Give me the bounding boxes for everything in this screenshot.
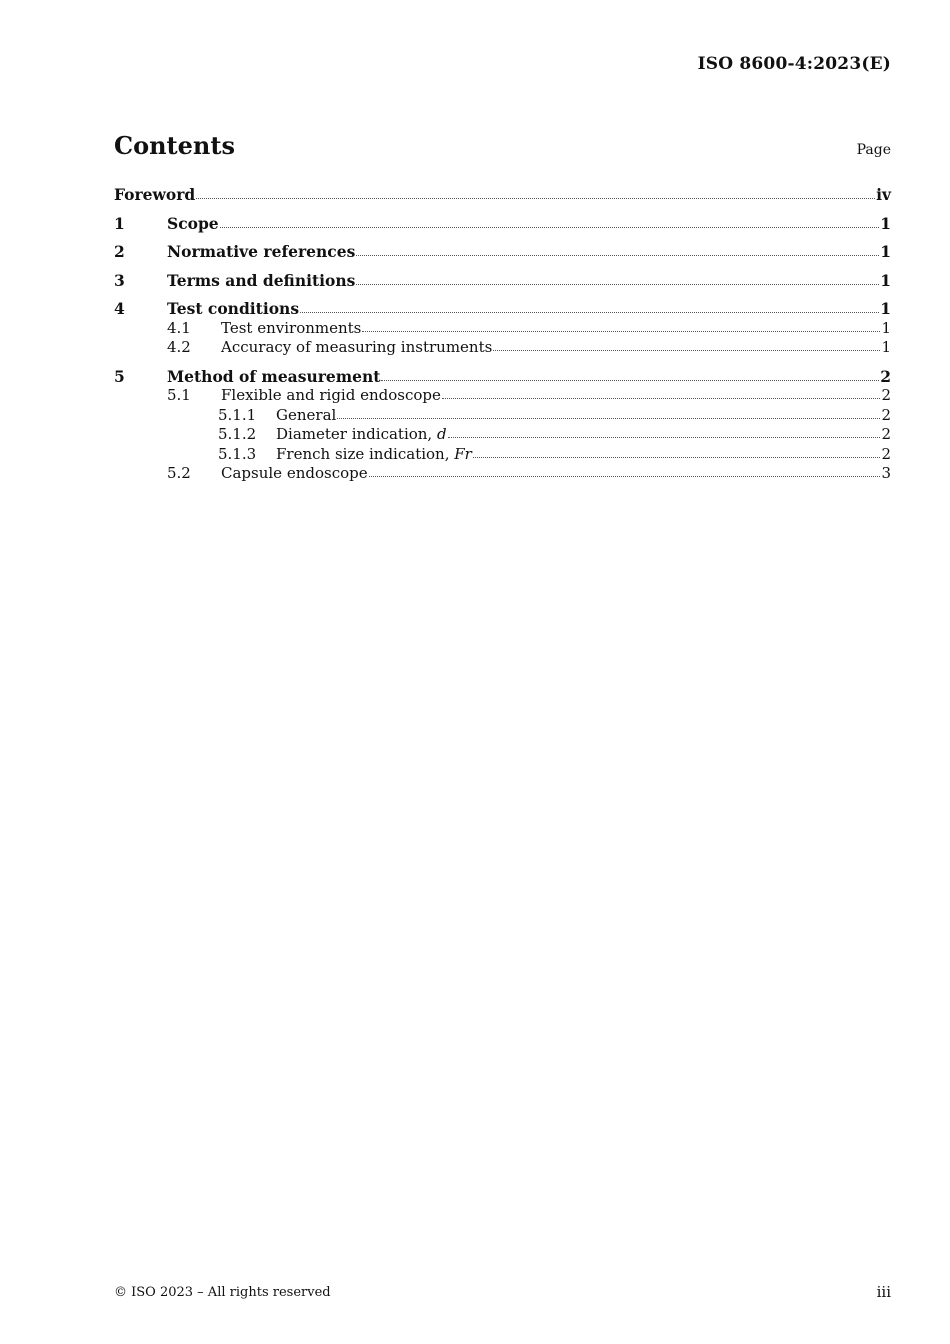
dot-leader (442, 394, 881, 399)
toc-entry-flexible-and-rigid-endoscope[interactable] (114, 386, 891, 406)
toc-entry-number: 5.2 (167, 464, 191, 482)
toc-entry-page: 1 (880, 270, 891, 290)
dot-leader (362, 327, 880, 332)
toc-entry-accuracy-of-measuring-instruments[interactable] (114, 338, 891, 358)
dot-leader (473, 453, 881, 458)
toc-entry-label-symbol: Fr (454, 444, 472, 463)
toc-entry-label: Flexible and rigid endoscope (221, 386, 441, 404)
toc-entry-label: Foreword (114, 185, 196, 204)
toc-entry-page: 1 (880, 299, 891, 318)
toc-entry-label: Capsule endoscope (221, 464, 368, 482)
toc-entry-page: 3 (881, 464, 891, 482)
toc-entry-number: 4.1 (167, 318, 191, 337)
toc-entry-label: Terms and definitions (167, 270, 356, 290)
toc-entry-number: 5.1.2 (218, 425, 257, 443)
toc-entry-number: 4.2 (167, 338, 191, 356)
toc-entry-label-wrap (276, 425, 447, 445)
toc-entry-general[interactable] (114, 406, 891, 426)
toc-entry-page: 2 (881, 405, 891, 424)
toc-title: Contents (114, 131, 235, 160)
toc-entry-page: 1 (880, 242, 891, 261)
dot-leader (493, 346, 880, 351)
toc-entry-number: 5.1.1 (218, 405, 257, 424)
toc-entry-capsule-endoscope[interactable] (114, 464, 891, 484)
toc-entry-label: Normative references (167, 242, 356, 261)
toc-entry-page: 2 (881, 444, 891, 463)
toc-entry-page: 2 (881, 425, 891, 443)
toc-entry-page: 1 (881, 318, 891, 337)
toc-entry-page: iv (876, 185, 891, 204)
toc-entry-label-wrap (276, 445, 472, 465)
toc-entry-terms-and-definitions[interactable] (114, 271, 891, 291)
toc-entry-test-conditions[interactable] (114, 299, 891, 319)
toc-entry-method-of-measurement[interactable] (114, 367, 891, 387)
page-column-label: Page (856, 142, 891, 158)
toc-entry-page: 2 (881, 386, 891, 404)
toc-entry-label: Method of measurement (167, 366, 381, 386)
toc-entry-page: 1 (881, 338, 891, 356)
toc-entry-number: 5.1.3 (218, 444, 257, 463)
toc-entry-scope[interactable] (114, 214, 891, 234)
table-of-contents (114, 185, 891, 484)
toc-entry-number: 5 (114, 366, 125, 386)
toc-entry-label: General (276, 405, 337, 424)
dot-leader (356, 251, 879, 256)
toc-entry-number: 2 (114, 242, 125, 261)
toc-entry-number: 5.1 (167, 386, 191, 404)
dot-leader (356, 280, 879, 285)
toc-entry-label: Test conditions (167, 299, 300, 318)
toc-entry-label: Diameter indication, (276, 425, 437, 443)
dot-leader (448, 433, 881, 438)
document-id: ISO 8600-4:2023(E) (697, 54, 891, 74)
footer-page-number: iii (876, 1283, 891, 1301)
toc-entry-diameter-indication[interactable] (114, 425, 891, 445)
dot-leader (369, 472, 881, 477)
toc-entry-label: French size indication, (276, 444, 455, 463)
dot-leader (220, 223, 880, 228)
toc-entry-number: 3 (114, 270, 125, 290)
dot-leader (300, 308, 879, 313)
toc-entry-number: 1 (114, 213, 125, 233)
dot-leader (196, 194, 875, 199)
toc-entry-label: Accuracy of measuring instruments (221, 338, 493, 356)
toc-entry-page: 1 (880, 213, 891, 233)
toc-entry-french-size-indication[interactable] (114, 445, 891, 465)
toc-entry-number: 4 (114, 299, 125, 318)
toc-entry-foreword[interactable] (114, 185, 891, 205)
footer-copyright: © ISO 2023 – All rights reserved (114, 1285, 331, 1300)
dot-leader (337, 414, 880, 419)
toc-entry-label: Scope (167, 213, 219, 233)
toc-entry-normative-references[interactable] (114, 242, 891, 262)
toc-entry-label-symbol: d (436, 425, 447, 443)
dot-leader (381, 376, 879, 381)
toc-entry-page: 2 (880, 366, 891, 386)
toc-entry-label: Test environments (221, 318, 362, 337)
toc-entry-test-environments[interactable] (114, 319, 891, 339)
